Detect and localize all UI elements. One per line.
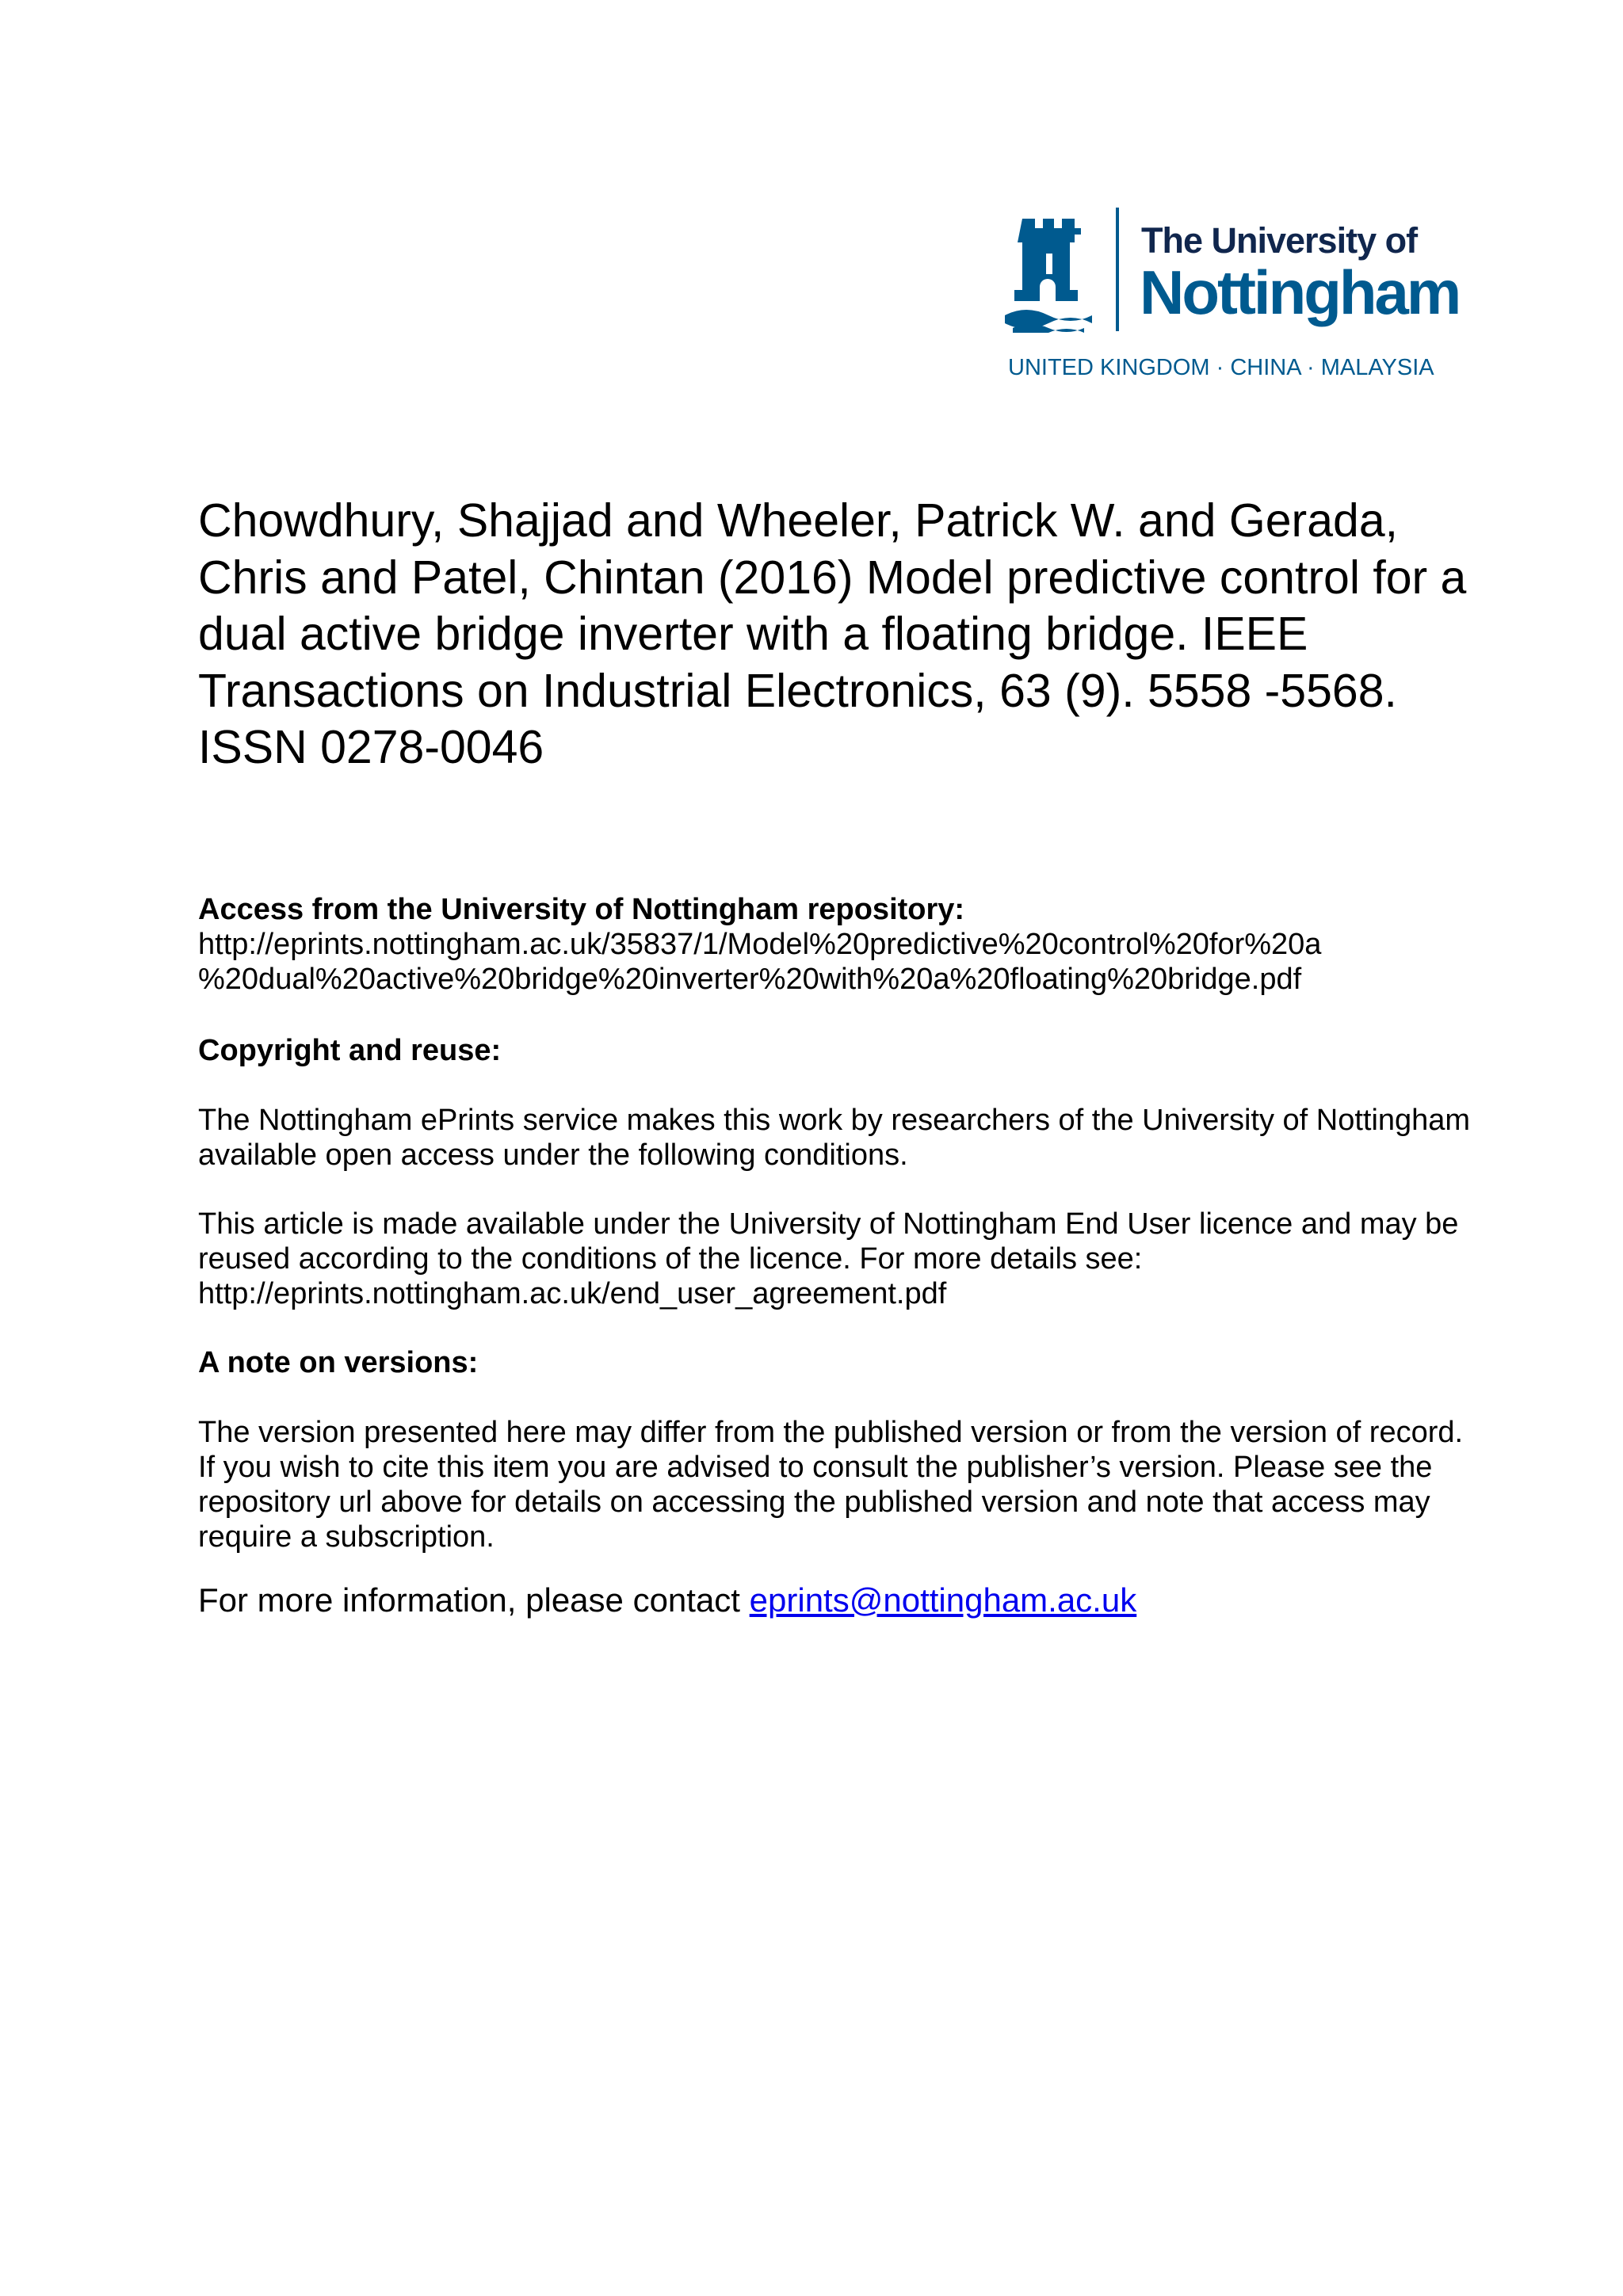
contact-text: For more information, please contact (198, 1581, 750, 1619)
contact-line (198, 1581, 1136, 1620)
repository-section (198, 892, 1482, 997)
copyright-paragraph1: The Nottingham ePrints service makes this work by researchers of the University of Nottingham available open access under the following conditions. (198, 1104, 1471, 1172)
citation-text: Chowdhury, Shajjad and Wheeler, Patrick W. and Gerada, Chris and Patel, Chintan (2016) Model predictive control for a dual active bridge inverter with a floating bridge. IEEE Transactions on Industrial Electronics, 63 (9). 5558 -5568. ISSN 0278-0046 (198, 494, 1467, 773)
versions-heading: A note on versions: (198, 1346, 479, 1379)
logo-divider (1116, 208, 1119, 331)
logo-tagline: UNITED KINGDOM · CHINA · MALAYSIA (1008, 355, 1434, 380)
repository-heading: Access from the University of Nottingham repository: (198, 893, 965, 926)
repository-url-line1[interactable]: http://eprints.nottingham.ac.uk/35837/1/Model%20predictive%20control%20for%20a (198, 928, 1322, 961)
repository-url-line2[interactable]: %20dual%20active%20bridge%20inverter%20with%20a%20floating%20bridge.pdf (198, 963, 1302, 996)
licence-url[interactable]: http://eprints.nottingham.ac.uk/end_user_agreement.pdf (198, 1277, 947, 1310)
logo-line1: The University of (1141, 220, 1418, 261)
copyright-licence-block (198, 1207, 1482, 1311)
logo-line2: Nottingham (1140, 257, 1460, 327)
castle-crest-icon (1005, 214, 1092, 333)
copyright-heading: Copyright and reuse: (198, 1034, 502, 1067)
university-logo (1005, 208, 1460, 390)
copyright-paragraph2: This article is made available under the University of Nottingham End User licence and may be reused according to the conditions of the licence. For more details see: (198, 1207, 1459, 1276)
versions-paragraph: The version presented here may differ from the published version or from the version of record. If you wish to cite this item you are advised to consult the publisher’s version. Please see the repository url above for details on accessing the published version and note that access may require a subscription. (198, 1416, 1464, 1554)
contact-email-link[interactable]: eprints@nottingham.ac.uk (749, 1581, 1137, 1619)
